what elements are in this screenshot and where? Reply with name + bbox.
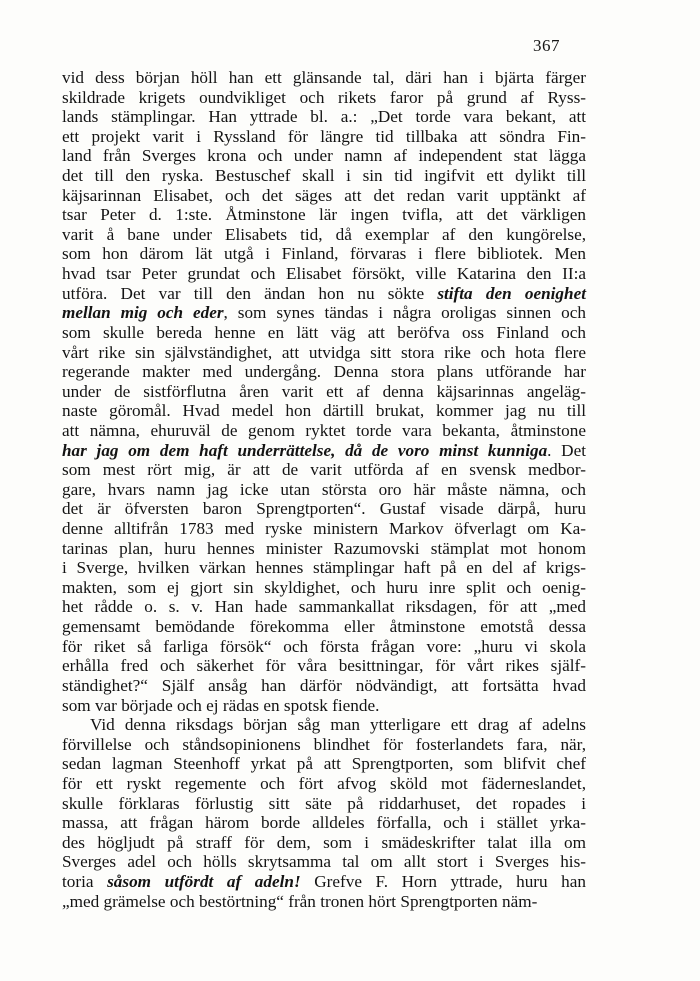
- text-line: [62, 382, 586, 402]
- text-segment: käjsarinnan Elisabet, och det säges att det redan varit upptänkt af: [62, 185, 586, 205]
- text-line: [62, 578, 586, 598]
- text-line: [62, 88, 586, 108]
- text-line: [62, 754, 586, 774]
- text-segment: för riket så farliga försök“ och första frågan vore: „huru vi skola: [62, 636, 586, 656]
- text-line: [62, 872, 586, 892]
- text-segment: varit å bane under Elisabets tid, då exemplar af den kungörelse,: [62, 224, 586, 244]
- text-line: [62, 715, 586, 735]
- text-segment: som var började och ej rädas en spotsk fiende.: [62, 695, 380, 715]
- text-segment: som mest rört mig, är att de varit utförda af en svensk medbor-: [62, 460, 586, 480]
- text-line: [62, 127, 586, 147]
- text-line: [62, 813, 586, 833]
- text-segment: gemensamt bemödande förekomma eller åtminstone emotstå dessa: [62, 617, 586, 637]
- text-segment: „med grämelse och bestörtning“ från tronen hört Sprengtporten näm-: [62, 891, 538, 911]
- text-segment: att nämna, ehuruväl de genom ryktet torde vara bekanta, åtminstone: [62, 420, 586, 440]
- body-text: [62, 68, 586, 911]
- text-line: [62, 460, 586, 480]
- text-line: [62, 696, 586, 716]
- text-line: [62, 852, 586, 872]
- text-segment: skildrade krigets oundvikliget och rikets faror på grund af Ryss-: [62, 87, 586, 107]
- text-segment: denne alltifrån 1783 med ryske ministern Markov öfverlagt om Ka-: [62, 519, 586, 539]
- text-segment: des högljudt på straff för dem, som i smädeskrifter talat illa om: [62, 832, 586, 852]
- text-segment: sedan lagman Steenhoff yrkat på att Sprengtporten, som blifvit chef: [62, 754, 586, 774]
- text-segment: tsar Peter d. 1:ste. Åtminstone lär ingen tvifla, att det värkligen: [62, 205, 586, 225]
- text-line: [62, 519, 586, 539]
- text-line: [62, 107, 586, 127]
- text-segment: utföra. Det var till den ändan hon nu sökte: [62, 283, 438, 303]
- text-segment: förvillelse och ståndsopinionens blindhet för fosterlandets fara, när,: [62, 734, 586, 754]
- text-line: [62, 284, 586, 304]
- text-segment: toria: [62, 871, 108, 891]
- text-line: [62, 441, 586, 461]
- text-segment: skulle förklaras förlustig sitt säte på riddarhuset, det ropades i: [62, 793, 586, 813]
- text-line: [62, 186, 586, 206]
- text-segment: som skulle bereda henne en lätt väg att beröfva oss Finland och: [62, 322, 586, 342]
- text-line: [62, 480, 586, 500]
- text-line: [62, 735, 586, 755]
- text-segment: tarinas plan, huru hennes minister Razumovski stämplat mot honom: [62, 538, 586, 558]
- emphasized-text: såsom utfördt af adeln!: [107, 871, 301, 891]
- text-segment: i Sverge, hvilken värkan hennes stämplingar haft på en del af krigs-: [62, 558, 586, 578]
- text-segment: det till den ryska. Bestuschef skall i sin tid ingifvit ett dylikt till: [62, 166, 586, 186]
- page-number: 367: [533, 36, 560, 55]
- text-line: [62, 833, 586, 853]
- text-segment: under de sistförflutna åren varit ett af denna käjsarinnas angeläg-: [62, 381, 586, 401]
- text-segment: erhålla fred och säkerhet för våra besittningar, för vårt rikes själf-: [62, 656, 586, 676]
- text-segment: vid dess början höll han ett glänsande tal, däri han i bjärta färger: [62, 68, 586, 87]
- text-line: [62, 343, 586, 363]
- text-line: [62, 774, 586, 794]
- text-line: [62, 68, 586, 88]
- text-line: [62, 205, 586, 225]
- text-segment: ständighet?“ Själf ansåg han därför nödvändigt, att fortsätta hvad: [62, 675, 586, 695]
- text-segment: makten, som ej gjort sin skyldighet, och huru inre split och oenig-: [62, 577, 586, 597]
- text-line: [62, 166, 586, 186]
- text-line: [62, 539, 586, 559]
- text-line: [62, 264, 586, 284]
- text-segment: Vid denna riksdags början såg man ytterligare ett drag af adelns: [90, 715, 586, 735]
- text-line: [62, 637, 586, 657]
- text-line: [62, 401, 586, 421]
- text-line: [62, 597, 586, 617]
- text-line: [62, 421, 586, 441]
- text-segment: Grefve F. Horn yttrade, huru han: [300, 871, 587, 891]
- text-line: [62, 146, 586, 166]
- text-segment: het rådde o. s. v. Han hade sammankallat riksdagen, för att „med: [62, 597, 586, 617]
- text-segment: naste göromål. Hvad medel hon därtill brukat, kommer jag nu till: [62, 401, 586, 421]
- emphasized-text: mellan mig och eder: [62, 303, 224, 323]
- text-segment: land från Sverges krona och under namn af independent stat lägga: [62, 146, 586, 166]
- text-segment: ett projekt varit i Ryssland för längre tid tillbaka att söndra Fin-: [62, 126, 586, 146]
- text-segment: Sverges adel och hölls skrytsamma tal om allt stort i Sverges his-: [62, 852, 586, 872]
- text-segment: för ett ryskt regemente och fört afvog sköld mot fäderneslandet,: [62, 773, 586, 793]
- text-line: [62, 558, 586, 578]
- text-segment: , som synes tändas i några oroligas sinnen och: [223, 303, 587, 323]
- text-segment: som hon därom lät utgå i Finland, förvaras i flere bibliotek. Men: [62, 244, 586, 264]
- text-line: [62, 892, 586, 912]
- text-segment: . Det: [547, 440, 586, 460]
- text-line: [62, 362, 586, 382]
- text-segment: regerande makter med undergång. Denna stora plans utförande har: [62, 362, 586, 382]
- text-line: [62, 617, 586, 637]
- emphasized-text: stifta den oenighet: [437, 283, 586, 303]
- text-segment: hvad tsar Peter grundat och Elisabet försökt, ville Katarina den II:a: [62, 264, 586, 284]
- text-segment: det är öfversten baron Sprengtporten“. Gustaf visade därpå, huru: [62, 499, 586, 519]
- text-segment: lands stämplingar. Han yttrade bl. a.: „Det torde vara bekant, att: [62, 107, 586, 127]
- text-line: [62, 225, 586, 245]
- text-line: [62, 676, 586, 696]
- text-line: [62, 323, 586, 343]
- text-line: [62, 244, 586, 264]
- text-line: [62, 499, 586, 519]
- text-line: [62, 794, 586, 814]
- text-segment: gare, hvars namn jag icke utan största oro här måste nämna, och: [62, 479, 586, 499]
- text-line: [62, 303, 586, 323]
- text-segment: massa, att frågan härom borde alldeles förfalla, och i stället yrka-: [62, 813, 586, 833]
- text-line: [62, 656, 586, 676]
- text-segment: vårt rike sin självständighet, att utvidga sitt stora rike och hota flere: [62, 342, 586, 362]
- emphasized-text: har jag om dem haft underrättelse, då de voro minst kunniga: [62, 440, 548, 460]
